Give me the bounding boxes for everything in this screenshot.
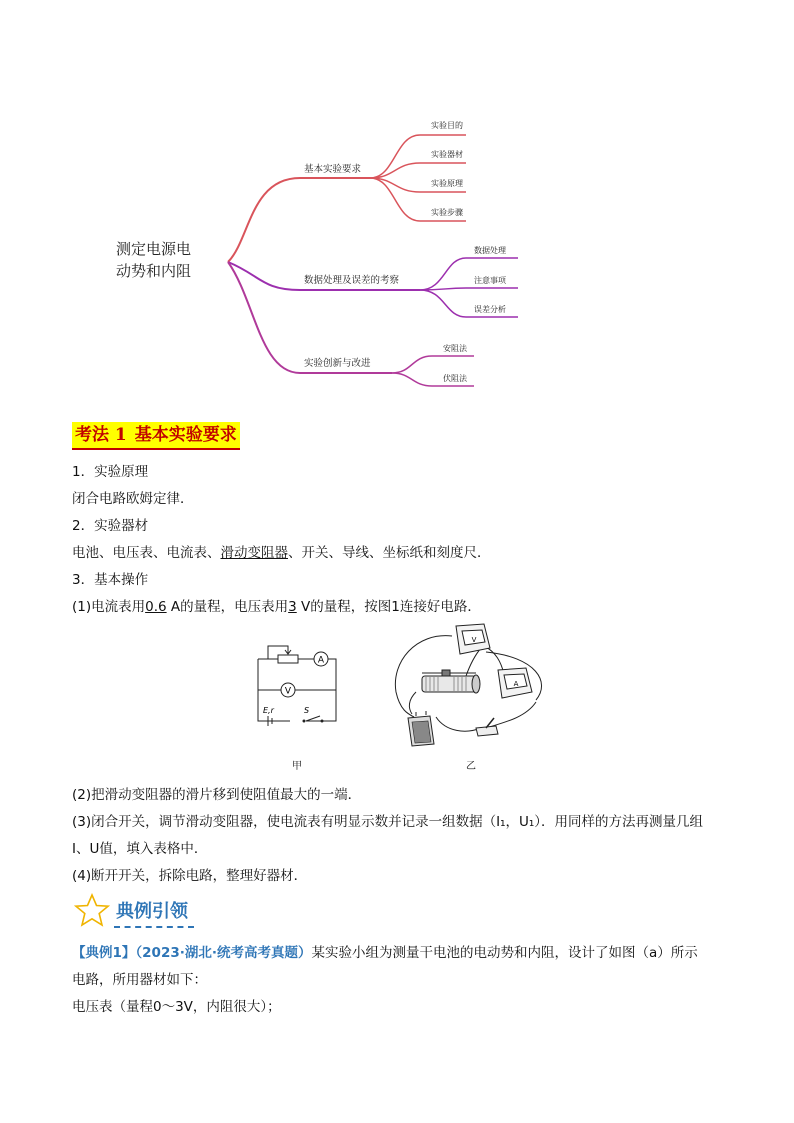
mindmap-branch-data bbox=[228, 245, 518, 317]
item1-title: 1．实验原理 bbox=[72, 464, 149, 480]
example-line3: 电压表（量程0～3V，内阻很大）； bbox=[72, 999, 281, 1015]
step2: (2)把滑动变阻器的滑片移到使阻值最大的一端． bbox=[72, 787, 362, 803]
ammeter-symbol: A bbox=[317, 655, 325, 666]
voltmeter-device bbox=[456, 624, 490, 654]
example-line2: 电路，所用器材如下： bbox=[72, 972, 207, 988]
item2-text-underlined: 滑动变阻器 bbox=[220, 545, 288, 561]
step4: (4)断开开关，拆除电路，整理好器材． bbox=[72, 868, 308, 884]
mindmap-leaf: 实验目的 bbox=[431, 121, 463, 130]
example-line1 bbox=[72, 943, 698, 963]
step1-c: V的量程，按图1连接好电路． bbox=[296, 599, 481, 615]
voltmeter-device-label: V bbox=[471, 636, 477, 644]
mindmap-root-line2: 动势和内阻 bbox=[116, 262, 192, 280]
item2-text-a: 电池、电压表、电流表、 bbox=[72, 545, 221, 561]
item1-text: 闭合电路欧姆定律． bbox=[72, 491, 194, 507]
mindmap-leaf: 注意事项 bbox=[474, 276, 506, 285]
circuit-diagram-yi bbox=[386, 622, 558, 754]
ammeter-device-label: A bbox=[513, 680, 519, 688]
example-title-underline bbox=[114, 926, 194, 928]
step3-line1: (3)闭合开关，调节滑动变阻器，使电流表有明显示数并记录一组数据（I₁，U₁）．用同样的方法再测量几组 bbox=[72, 814, 704, 830]
step1-current-range: 0.6 bbox=[145, 599, 167, 615]
switch-label: S bbox=[304, 706, 310, 715]
mindmap-branch-label: 实验创新与改进 bbox=[304, 358, 371, 369]
star-icon bbox=[74, 893, 110, 927]
mindmap-leaf: 实验原理 bbox=[431, 179, 463, 188]
voltmeter-symbol: V bbox=[284, 686, 292, 697]
example-line1-text: 某实验小组为测量干电池的电动势和内阻，设计了如图（a）所示 bbox=[311, 945, 698, 961]
mindmap-leaf: 实验步骤 bbox=[431, 208, 463, 217]
item2-text bbox=[72, 543, 491, 563]
mindmap-leaf: 误差分析 bbox=[474, 305, 506, 314]
switch-device bbox=[476, 718, 498, 736]
example-source: （2023·湖北·统考高考真题） bbox=[135, 945, 312, 961]
example-section-title: 典例引领 bbox=[116, 901, 188, 922]
circuit-diagram-jia bbox=[248, 636, 348, 736]
example-tag: 【典例1】 bbox=[72, 945, 136, 961]
mindmap-leaf: 数据处理 bbox=[474, 246, 506, 255]
item2-title: 2．实验器材 bbox=[72, 518, 149, 534]
step1-voltage-range: 3 bbox=[288, 599, 297, 615]
mindmap-leaf: 安阻法 bbox=[443, 344, 467, 353]
heading-part1: 考法 1 bbox=[75, 425, 127, 445]
figure-caption-yi: 乙 bbox=[466, 761, 476, 772]
step3-line2: I、U值，填入表格中． bbox=[72, 841, 208, 857]
mindmap-branch-label: 基本实验要求 bbox=[304, 164, 362, 175]
mindmap bbox=[0, 0, 794, 400]
step1-a: (1)电流表用 bbox=[72, 599, 146, 615]
mindmap-branch-basic bbox=[228, 120, 466, 262]
mindmap-leaf: 实验器材 bbox=[431, 150, 463, 159]
item3-title: 3．基本操作 bbox=[72, 572, 149, 588]
mindmap-leaf: 伏阻法 bbox=[443, 374, 467, 383]
step1-b: A的量程，电压表用 bbox=[166, 599, 289, 615]
ammeter-device bbox=[498, 668, 532, 698]
rheostat-device bbox=[422, 670, 480, 693]
battery-label: E,r bbox=[263, 706, 274, 715]
item2-text-b: 、开关、导线、坐标纸和刻度尺． bbox=[288, 545, 491, 561]
step1 bbox=[72, 597, 481, 617]
mindmap-branch-label: 数据处理及误差的考察 bbox=[304, 275, 400, 286]
mindmap-root-line1: 测定电源电 bbox=[116, 240, 192, 258]
section-heading bbox=[72, 422, 240, 450]
heading-part2: 基本实验要求 bbox=[134, 425, 237, 445]
figure-caption-jia: 甲 bbox=[292, 761, 302, 772]
